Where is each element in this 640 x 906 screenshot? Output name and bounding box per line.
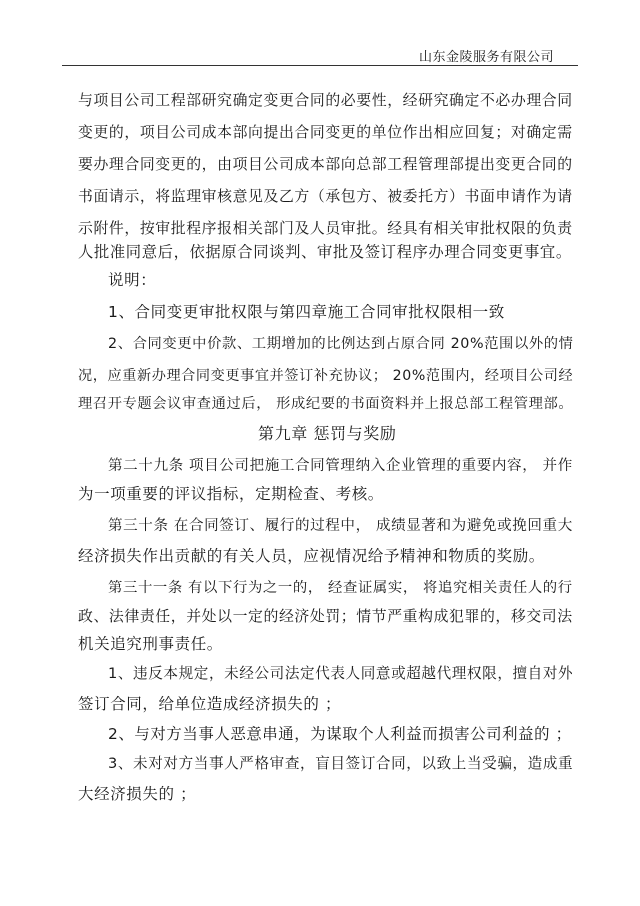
page-header-company: 山东金陵服务有限公司 [418, 50, 554, 65]
text-line: 1、违反本规定，未经公司法定代表人同意或超越代理权限，擅自对外 [108, 665, 574, 682]
text-line: 第二十九条 项目公司把施工合同管理纳入企业管理的重要内容， 并作 [108, 457, 573, 474]
text-line: 书面请示，将监理审核意见及乙方（承包方、被委托方）书面申请作为请 [78, 187, 573, 205]
text-line: 2、与对方当事人恶意串通，为谋取个人利益而损害公司利益的 ； [108, 725, 572, 743]
text-line: 机关追究刑事责任。 [78, 635, 223, 653]
text-line: 第三十一条 有以下行为之一的， 经查证属实， 将追究相关责任人的行 [108, 580, 573, 596]
text-line: 第三十条 在合同签订、履行的过程中， 成绩显著和为避免或挽回重大 [108, 517, 573, 534]
text-line: 政、法律责任，并处以一定的经济处罚；情节严重构成犯罪的，移交司法 [78, 607, 573, 625]
text-line: 签订合同，给单位造成经济损失的 ； [78, 695, 342, 713]
text-line: 要办理合同变更的，由项目公司成本部向总部工程管理部提出变更合同的 [78, 155, 573, 173]
text-line: 大经济损失的 ； [78, 785, 197, 803]
text-line: 示附件，按审批程序报相关部门及人员审批。经具有相关审批权限的负责 [78, 219, 573, 237]
text-line: 1、合同变更审批权限与第四章施工合同审批权限相一致 [108, 303, 505, 321]
chapter-heading: 第九章 惩罚与奖励 [258, 424, 397, 443]
text-line: 变更的，项目公司成本部向提出合同变更的单位作出相应回复；对确定需 [78, 123, 573, 141]
text-line: 说明： [108, 271, 157, 289]
text-line: 理召开专题会议审查通过后， 形成纪要的书面资料并上报总部工程管理部。 [78, 396, 574, 412]
text-line: 况，应重新办理合同变更事宜并签订补充协议； 20%范围内，经项目公司经 [78, 368, 574, 384]
text-line: 2、合同变更中价款、工期增加的比例达到占原合同 20%范围以外的情 [108, 336, 574, 352]
text-line: 经济损失作出贡献的有关人员，应视情况给予精神和物质的奖励。 [78, 547, 545, 565]
text-line: 为一项重要的评议指标，定期检查、考核。 [78, 485, 384, 503]
text-line: 3、未对对方当事人严格审查，盲目签订合同，以致上当受骗，造成重 [108, 755, 574, 772]
text-line: 人批准同意后，依据原合同谈判、审批及签订程序办理合同变更事宜。 [78, 243, 572, 261]
text-line: 与项目公司工程部研究确定变更合同的必要性，经研究确定不必办理合同 [78, 91, 573, 109]
header-rule [62, 65, 578, 66]
